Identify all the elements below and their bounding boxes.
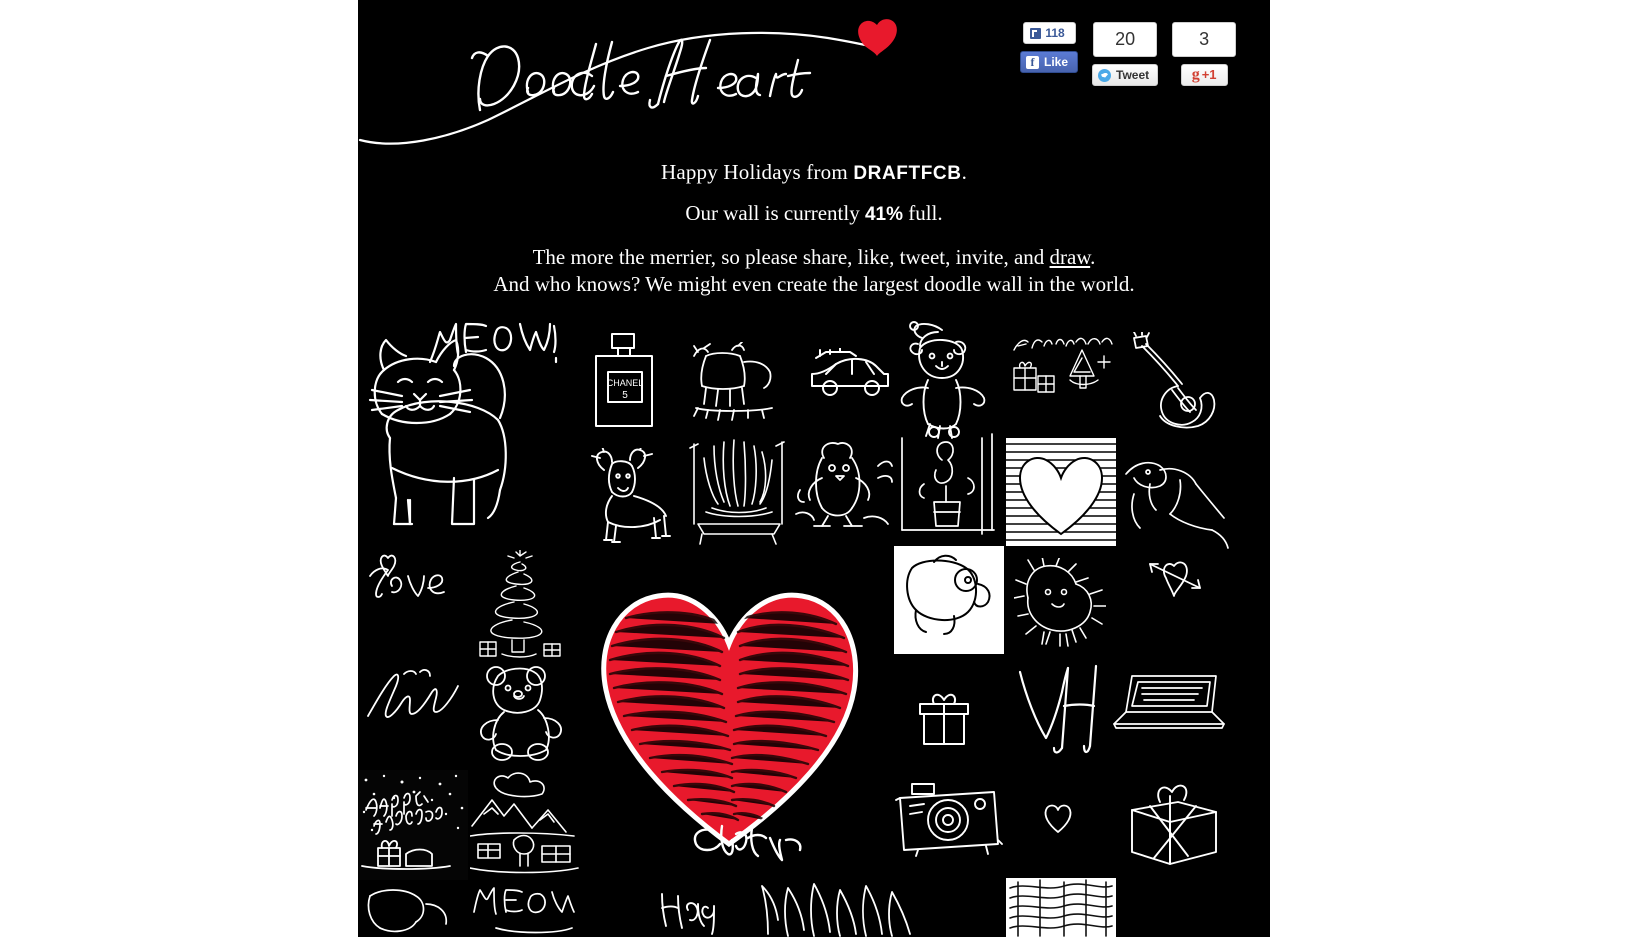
svg-text:5: 5 [622,390,628,401]
social-share-bar[interactable] [1020,22,1236,86]
twitter-bird-icon [1098,69,1111,82]
doodle-grid [358,300,1270,937]
facebook-share-group[interactable] [1020,22,1078,73]
share-invitation [358,244,1270,298]
googleplus-share-group[interactable] [1172,22,1236,86]
doodle-christmas-tree[interactable] [468,550,578,660]
doodle-feliz-navidad[interactable] [1010,332,1120,412]
wall-suffix: full. [908,201,943,225]
googleplus-count: 3 [1172,22,1236,57]
facebook-f-icon: f [1026,56,1039,69]
doodleheart-logo[interactable] [358,0,918,150]
google-plus-icon: g [1191,66,1200,83]
doodle-arrow-heart[interactable] [1144,554,1214,606]
twitter-count: 20 [1093,22,1157,57]
doodle-happy-holidays-tile[interactable] [358,770,468,880]
doodle-laptop[interactable] [1112,670,1228,732]
doodle-figure-sketch[interactable] [1120,450,1230,560]
doodle-guitar[interactable] [1126,332,1218,442]
greeting-line [358,160,1270,185]
doodle-gift-box-small[interactable] [916,690,972,748]
doodle-big-red-heart[interactable] [596,572,866,872]
doodle-wrapped-present[interactable] [1126,780,1222,870]
greeting-prefix: Happy Holidays from [660,160,848,184]
doodle-mountain-landscape[interactable] [470,770,580,880]
twitter-tweet-button[interactable] [1092,64,1158,86]
googleplus-plusone-button[interactable] [1181,64,1228,86]
doodle-scribble-row[interactable] [758,878,918,937]
wall-fullness-line [358,201,1270,226]
doodle-elephant-tile[interactable] [894,546,1004,654]
doodle-tiny-heart[interactable] [1040,800,1076,836]
doodle-wall-stage [358,0,1270,937]
doodle-love[interactable] [360,550,450,606]
facebook-count-value: 118 [1045,26,1065,40]
doodle-reindeer[interactable] [684,342,780,426]
greeting-suffix: . [961,160,968,184]
doodle-fireplace[interactable] [688,438,788,546]
facebook-like-label: Like [1044,55,1069,69]
doodle-perfume-bottle[interactable] [586,330,664,430]
doodle-teddy-bear[interactable] [470,658,568,768]
doodle-car-with-tree[interactable] [806,348,894,412]
facebook-like-count [1023,22,1076,44]
doodle-candle-scribble[interactable] [898,430,998,550]
wall-percent: 41% [864,204,903,225]
doodle-vh-initials[interactable] [1016,662,1102,758]
svg-text:CHANEL: CHANEL [606,378,644,388]
draw-link[interactable]: draw [1049,245,1091,269]
doodle-porcupine[interactable] [1014,558,1106,654]
intro-copy [358,160,1270,298]
wall-prefix: Our wall is currently [685,201,860,225]
doodle-happy-text[interactable] [658,888,728,937]
share-suffix: . [1090,245,1096,269]
googleplus-plus-label: +1 [1201,67,1217,82]
doodle-signature[interactable] [364,668,462,730]
brand-name: DRAFTFCB [853,163,962,184]
doodle-moose[interactable] [590,448,676,548]
thumbs-up-icon [1030,28,1041,39]
facebook-like-button[interactable] [1020,51,1078,73]
doodle-meow-small[interactable] [466,886,576,937]
doodle-hatched-heart-tile[interactable] [1006,438,1116,546]
doodle-penguin[interactable] [794,438,894,548]
doodle-vintage-camera[interactable] [894,778,1004,860]
twitter-tweet-label: Tweet [1116,68,1150,82]
share-prefix: The more the merrier, so please share, like, tweet, invite, and [532,245,1045,269]
twitter-share-group[interactable] [1092,22,1158,86]
doodle-scribble-tile[interactable] [1006,878,1116,937]
doodle-bottom-left-partial[interactable] [364,884,450,937]
doodle-teddy-santa[interactable] [898,320,990,440]
doodle-cat-meow[interactable] [358,318,558,538]
share-line2: And who knows? We might even create the largest doodle wall in the world. [493,272,1135,296]
